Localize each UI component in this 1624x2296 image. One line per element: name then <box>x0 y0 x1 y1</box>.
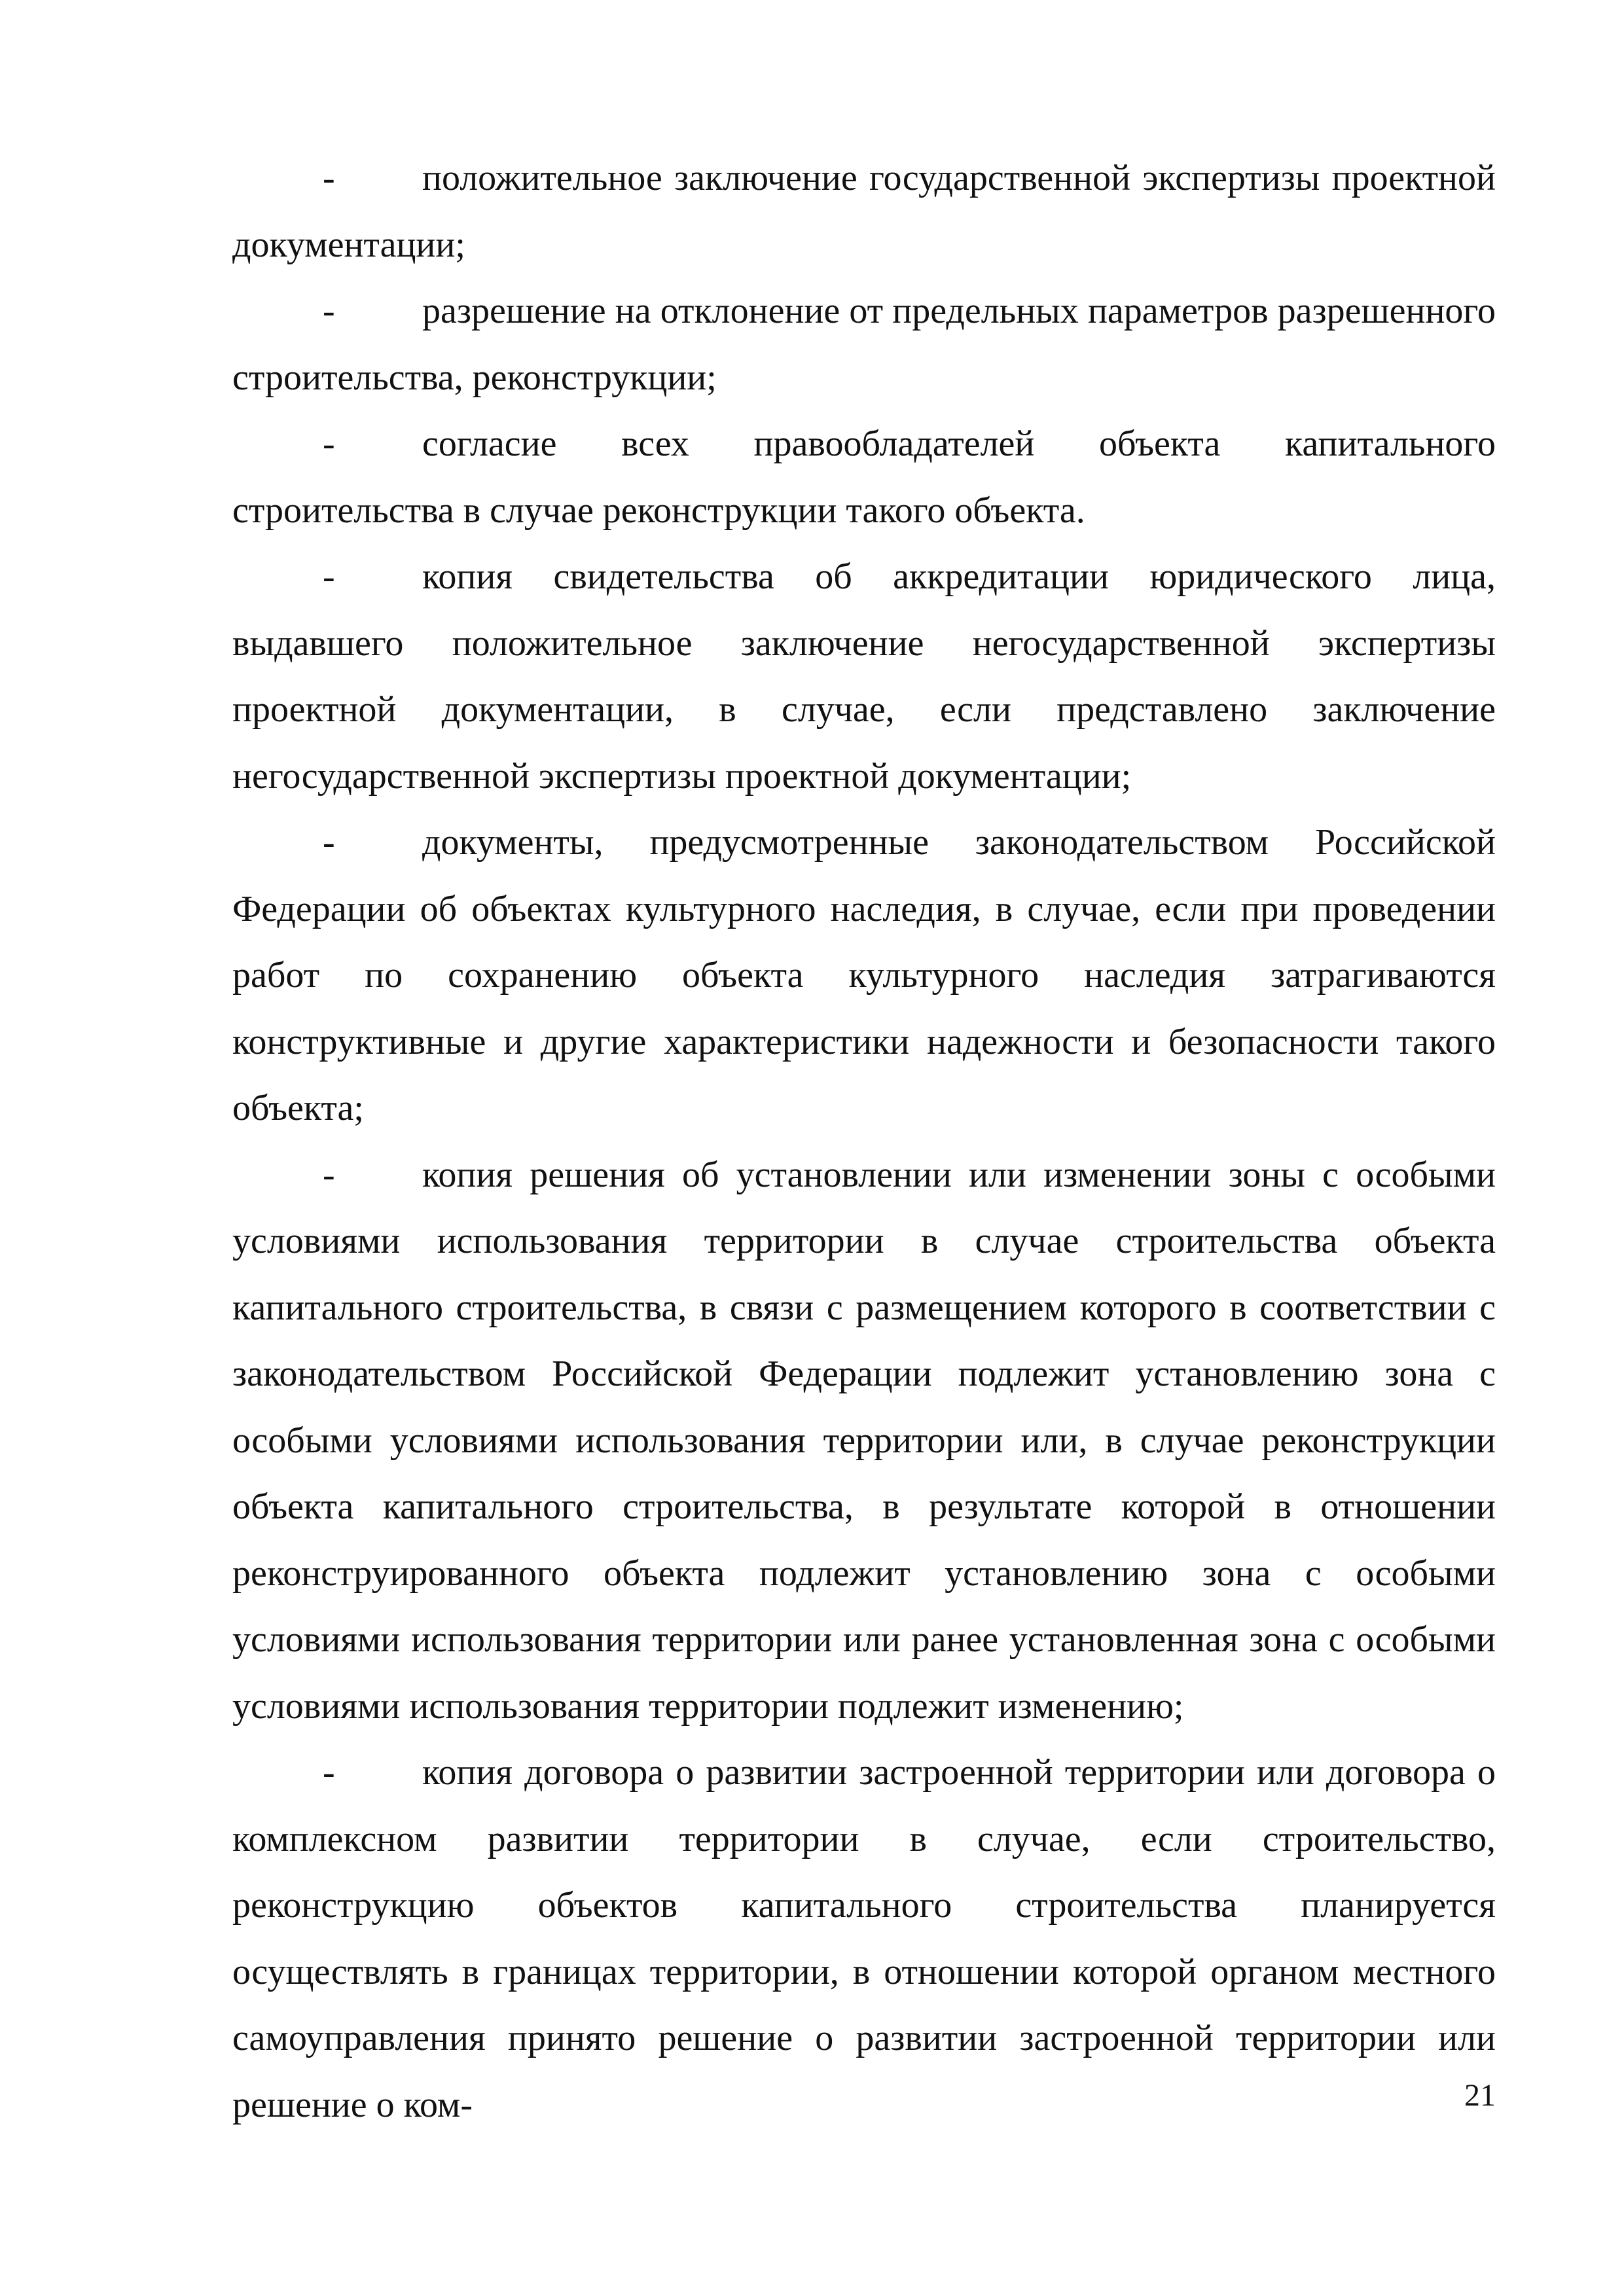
bullet-dash: - <box>323 822 335 863</box>
list-item <box>232 1740 1496 2138</box>
bullet-dash: - <box>323 1752 335 1793</box>
list-item-text: разрешение на отклонение от предельных параметров разрешенного строительства, реконструкции; <box>232 291 1496 398</box>
page-number: 21 <box>1464 2078 1496 2113</box>
bullet-dash: - <box>323 158 335 198</box>
list-item-text: документы, предусмотренные законодательством Российской Федерации об объектах культурного наследия, в случае, если при проведении работ по сохранению объекта культурного наследия затрагиваются конструктивные и другие характеристики надежности и безопасности такого объекта; <box>232 822 1496 1128</box>
bullet-dash: - <box>323 556 335 597</box>
list-item <box>232 810 1496 1142</box>
list-item <box>232 1142 1496 1740</box>
list-item-text: копия решения об установлении или изменении зоны с особыми условиями использования территории в случае строительства объекта капитального строительства, в связи с размещением которого в соответствии с законодательством Российской Федерации подлежит установлению зона с особыми условиями использования территории или, в случае реконструкции объекта капитального строительства, в результате которой в отношении реконструированного объекта подлежит установлению зона с особыми условиями использования территории или ранее установленная зона с особыми условиями использования территории подлежит изменению; <box>232 1154 1496 1727</box>
bullet-dash: - <box>323 423 335 464</box>
list-item-text: копия свидетельства об аккредитации юридического лица, выдавшего положительное заключение негосударственной экспертизы проектной документации, в случае, если представлено заключение негосударственной экспертизы проектной документации; <box>232 556 1496 797</box>
bullet-dash: - <box>323 1154 335 1195</box>
list-item-text: согласие всех правообладателей объекта капитального строительства в случае реконструкции такого объекта. <box>232 423 1496 531</box>
bullet-dash: - <box>323 291 335 331</box>
list-item <box>232 145 1496 278</box>
list-item <box>232 278 1496 411</box>
list-item-text: копия договора о развитии застроенной территории или договора о комплексном развитии территории в случае, если строительство, реконструкцию объектов капитального строительства планируется осуществлять в границах территории, в отношении которой органом местного самоуправления принято решение о развитии застроенной территории или решение о ком- <box>232 1752 1496 2125</box>
list-item-text: положительное заключение государственной экспертизы проектной документации; <box>232 158 1496 265</box>
list-item <box>232 544 1496 810</box>
document-body <box>232 145 1496 2138</box>
list-item <box>232 411 1496 544</box>
